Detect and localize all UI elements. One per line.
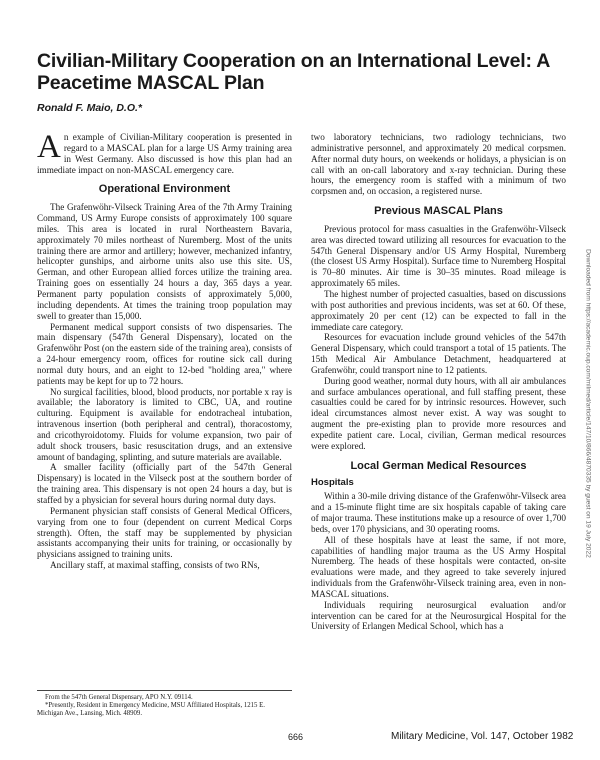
download-sidebar <box>578 200 592 620</box>
paragraph: Previous protocol for mass casualties in the Grafenwöhr-Vilseck area was directed toward utilizing all resources for evacuation to the 547th General Dispensary and/or US Army Hospital, Nuremberg (the closest US Army Hospital). Surface time to Nuremberg Hospital is 70–80 minutes. Air time is 30–35 minutes. Road mileage is approximately 65 miles. <box>311 223 566 289</box>
paragraph: The Grafenwöhr-Vilseck Training Area of the 7th Army Training Command, US Army Europe consists of approximately 100 square miles. This area is located in rural Northeastern Bavaria, approximately 70 miles northeast of Nuremberg. Most of the units training there are armor and artillery; however, mechanized infantry, helicopter gunships, and airborne units also use this site. US, German, and other European allied forces utilize the training area. Training goes on essentially 24 hours a day, 365 days a year. Permanent party population consists of approximately 5,000, including dependents. At times the training troop population may swell to greater than 15,000. <box>37 202 292 321</box>
abstract-text: n example of Civilian-Military cooperation is presented in regard to a MASCAL plan for a large US Army training area in West Germany. Also discussed is how this plan had an immediate impact on non-MASCAL emergency care. <box>37 132 292 175</box>
paragraph: two laboratory technicians, two radiology technicians, two administrative personnel, and approximately 20 medical corpsmen. After normal duty hours, on weekends or holidays, a physician is on call with an on-call laboratory and x-ray technician. During these hours, the emergency room is staffed with a minimum of two corpsmen and, on occasion, a registered nurse. <box>311 132 566 197</box>
left-column <box>37 129 292 571</box>
right-column <box>311 132 566 632</box>
drop-cap: A <box>37 129 61 165</box>
subsection-heading-hospitals: Hospitals <box>311 477 354 489</box>
paragraph: No surgical facilities, blood, blood products, nor portable x ray is available; the laboratory is limited to CBC, UA, and routine culturing. Equipment is available for endotracheal intubation, intravenous insertion (both peripheral and central), thoracostomy, and cricothyroidotomy. Fluids for volume expansion, two pair of adult shock trousers, basic resuscitation drugs, and an extensive amount of bandaging, splinting, and suture materials are available. <box>37 386 292 462</box>
footnotes <box>37 690 292 718</box>
abstract <box>37 129 292 175</box>
footnote: *Presently, Resident in Emergency Medicine, MSU Affiliated Hospitals, 1215 E. Michigan Ave., Lansing, Mich. 48909. <box>37 702 265 717</box>
section-heading-local: Local German Medical Resources <box>350 459 527 472</box>
paragraph: Permanent physician staff consists of General Medical Officers, varying from one to four (dependent on current Medical Corps strength). Often, the staff may be supplemented by physician assistants accompanying their units for training, or occasionally by physicians assigned to training units. <box>37 505 292 560</box>
author-name: Ronald F. Maio, D.O.* <box>37 102 143 114</box>
paragraph: Within a 30-mile driving distance of the Grafenwöhr-Vilseck area and a 15-minute flight time are six hospitals capable of taking care of major trauma. These institutions make up a resource of over 1,700 beds, over 170 physicians, and 30 operating rooms. <box>311 491 566 534</box>
page-number: 666 <box>288 732 304 742</box>
paragraph: All of these hospitals have at least the same, if not more, capabilities of handling major trauma as the US Army Hospital Nuremberg. The heads of these hospitals were contacted, on-site evaluations were made, and they agreed to take severely injured individuals from the Grafenwöhr-Vilseck training area, even in non-MASCAL situations. <box>311 534 566 599</box>
paragraph: Resources for evacuation include ground vehicles of the 547th General Dispensary, which could transport a total of 15 patients. The 15th Medical Air Ambulance Detachment, headquartered at Grafenwöhr, could transport nine to 12 patients. <box>311 332 566 375</box>
paragraph: During good weather, normal duty hours, with all air ambulances and surface ambulances operational, and full staffing present, these casualties could be cared for by intrinsic resources. However, such ideal circumstances almost never exist. A way was sought to augment the pre-existing plan to provide more resources and expedite patient care. Local, civilian, German medical resources were explored. <box>311 375 566 451</box>
paragraph: Individuals requiring neurosurgical evaluation and/or intervention can be cared for at the Neurosurgical Hospital for the University of Erlangen Medical School, which has a <box>311 599 566 632</box>
article-title: Civilian-Military Cooperation on an International Level: A Peacetime MASCAL Plan <box>37 50 550 94</box>
paragraph: Ancillary staff, at maximal staffing, consists of two RNs, <box>50 560 260 571</box>
section-heading-operational: Operational Environment <box>98 183 231 196</box>
paragraph: The highest number of projected casualties, based on discussions with post authorities and previous incidents, was set at 60. Of these, approximately 20 per cent (12) can be expected to fall in the immediate care category. <box>311 288 566 332</box>
footnote: From the 547th General Dispensary, APO N.Y. 09114. <box>45 694 193 701</box>
paragraph: A smaller facility (officially part of the 547th General Dispensary) is located in the Vilseck post at the southern border of the training area. This dispensary is not open 24 hours a day, but is staffed by a physician for several hours during normal duty days. <box>37 462 292 505</box>
download-notice: Downloaded from https://academic.oup.com/milmed/article/147/10/866/4870335 by guest on 19 July 2022 <box>584 249 592 558</box>
section-heading-previous: Previous MASCAL Plans <box>374 205 503 218</box>
journal-footer: Military Medicine, Vol. 147, October 1982 <box>391 731 574 742</box>
paragraph: Permanent medical support consists of two dispensaries. The main dispensary (547th General Dispensary), located on the Grafenwöhr Post (on the eastern side of the training area), consists of a 24-hour emergency room, offices for routine sick call during normal duty hours, and an eight to 12-bed "holding area," where patients may be kept for up to 72 hours. <box>37 321 292 386</box>
